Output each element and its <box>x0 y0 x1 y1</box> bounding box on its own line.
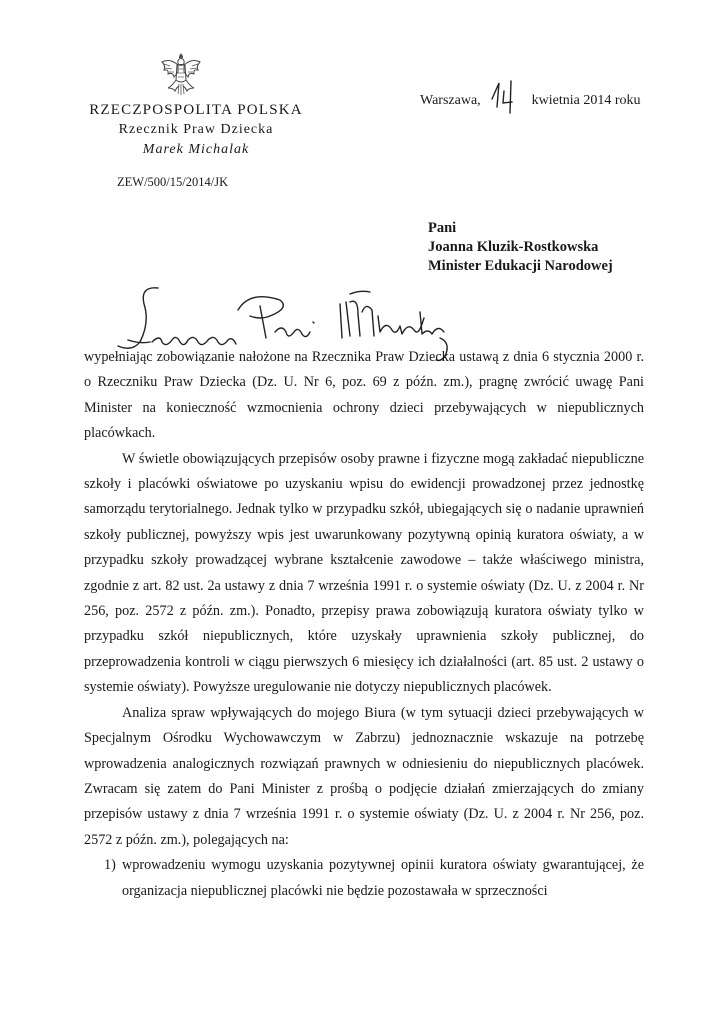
addressee-position: Minister Edukacji Narodowej <box>428 258 613 274</box>
addressee-block <box>428 219 613 276</box>
paragraph: W świetle obowiązujących przepisów osoby prawne i fizyczne mogą zakładać niepubliczne szkoły i placówki oświatowe po uzyskaniu wpisu do ewidencji prowadzonej przez jednostkę samorządu terytorialnego. Jednak tylko w przypadku szkół, ubiegających się o nadanie uprawnień szkoły publicznej, powyższy wpis jest uwarunkowany pozytywną opinią kuratora oświaty, a w przypadku szkoły prowadzącej wybrane kształcenie zawodowe – także właściwego ministra, zgodnie z art. 82 ust. 2a ustawy z dnia 7 września 1991 r. o systemie oświaty (Dz. U. z 2004 r. Nr 256, poz. 2572 z późn. zm.). Ponadto, przepisy prawa zobowiązują kuratora oświaty tylko w przypadku szkół niepublicznych, które uzyskały uprawnienia szkoły publicznej, do przeprowadzenia kontroli w ciągu pierwszych 6 miesięcy ich działalności (art. 85 ust. 2 ustawy o systemie oświaty). Powyższe uregulowanie nie dotyczy niepublicznych placówek. <box>84 450 644 696</box>
handwritten-day <box>484 77 528 117</box>
addressee-name: Joanna Kluzik-Rostkowska <box>428 239 599 255</box>
date-city: Warszawa, <box>420 93 481 108</box>
list-item-text: wprowadzeniu wymogu uzyskania pozytywnej opinii kuratora oświaty gwarantującej, że organizacja niepublicznej placówki nie będzie pozostawała w sprzeczności <box>122 857 644 899</box>
polish-eagle-emblem-icon <box>160 50 202 96</box>
sender-name: Marek Michalak <box>142 142 250 157</box>
request-list <box>84 853 644 904</box>
date-rest: kwietnia 2014 roku <box>531 93 641 108</box>
paragraph: wypełniając zobowiązanie nałożone na Rzecznika Praw Dziecka ustawą z dnia 6 stycznia 2000 r. o Rzeczniku Praw Dziecka (Dz. U. Nr 6, poz. 69 z późn. zm.), pragnę zwrócić uwagę Pani Minister na konieczność wzmocnienia ochrony dzieci przebywających w niepublicznych placówkach. <box>84 349 644 442</box>
list-item <box>84 853 644 904</box>
handwritten-day-value <box>484 77 528 117</box>
addressee-title: Pani <box>428 220 457 236</box>
paragraph: Analiza spraw wpływających do mojego Biura (w tym sytuacji dzieci przebywających w Specjalnym Ośrodku Wychowawczym w Zabrzu) jednoznacznie wskazuje na potrzebę wprowadzenia analogicznych rozwiązań prawnych w odniesieniu do niepublicznych placówek. Zwracam się zatem do Pani Minister z prośbą o podjęcie działań zmierzających do zmiany przepisów ustawy z dnia 7 września 1991 r. o systemie oświaty (Dz. U. z 2004 r. Nr 256, poz. 2572 z późn. zm.), polegających na: <box>84 704 644 848</box>
sender-block <box>86 100 306 160</box>
salutation-text <box>110 282 111 283</box>
institution-name: RZECZPOSPOLITA POLSKA <box>89 102 303 118</box>
reference-number: ZEW/500/15/2014/JK <box>117 175 229 189</box>
list-item-number: 1) <box>104 857 116 874</box>
letter-body <box>84 345 644 904</box>
letter-date <box>420 77 641 117</box>
office-name: Rzecznik Praw Dziecka <box>118 122 274 137</box>
